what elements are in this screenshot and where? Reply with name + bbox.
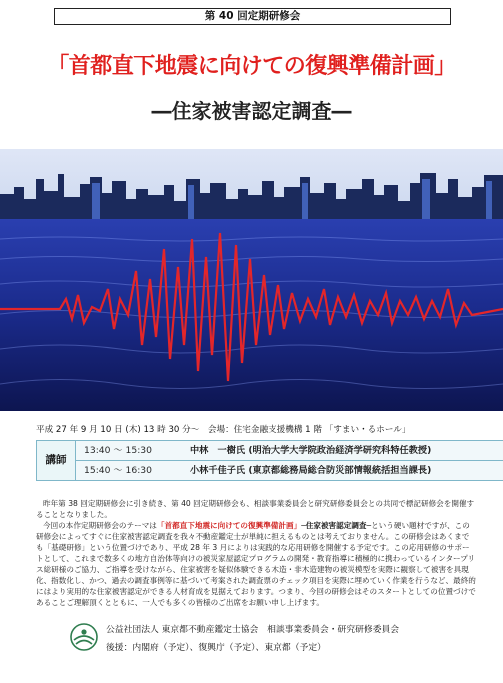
paragraph-2 xyxy=(36,520,476,608)
body-text xyxy=(36,498,476,608)
lecturer-table xyxy=(36,440,503,481)
lecture-speaker: 中林 一樹氏 (明治大学大学院政治経済学研究科特任教授) xyxy=(190,445,432,456)
lecture-time: 13:40 ～ 15:30 xyxy=(84,445,152,456)
lecture-time: 15:40 ～ 16:30 xyxy=(84,465,152,476)
support-text: 後援：内閣府（予定）、復興庁（予定）、東京都（予定） xyxy=(106,643,326,653)
schedule-section xyxy=(36,424,503,476)
date-venue: 平成 27 年 9 月 10 日 (木) 13 時 30 分～ 会場：住宅金融支援機構 1 階 「すまい・るホール」 xyxy=(36,425,411,435)
city-sea-seismograph-illustration xyxy=(0,149,503,411)
lecturers-label: 講師 xyxy=(37,441,76,480)
lecture-row xyxy=(76,461,503,480)
session-label: 第 40 回定期研修会 xyxy=(54,8,451,25)
main-title: 「首都直下地震に向けての復興準備計画」 xyxy=(47,54,456,79)
association-logo-icon xyxy=(70,623,98,651)
lecture-row xyxy=(76,441,503,461)
sub-title: ―住家被害認定調査― xyxy=(151,99,352,123)
hero-image xyxy=(0,149,503,411)
theme-highlight: 「首都直下地震に向けての復興準備計画」 xyxy=(156,521,302,530)
theme-subtitle: ─住家被害認定調査─ xyxy=(301,521,372,530)
organizer-text: 公益社団法人 東京都不動産鑑定士協会 相談事業委員会・研究研修委員会 xyxy=(106,625,400,635)
paragraph-2-lead: 今回の本作定期研修会のテーマは xyxy=(43,521,157,530)
paragraph-2-rest: という硬い題材ですが、この研修会によってすぐに住家被害認定調査を我々不動産鑑定士が単純に担えるものとは考えておりません。この研修会はあくまでも「基礎研修」という位置づけであり、平成 28 年 3 月によりは実践的な応用研修を開催する予定です。この応用研修のサポートとして、これまで数多くの地方自治体等向けの被災家屋認定プログラムの開発・教育指導に積極的に携わっているインタープリス総研様のご協力、ご指導を受けながら、住家被害を疑似体験できる木造・非木造建物の被災模型を実際に観察して被害を具現化、指数化し、かつ、過去の調査事例等に基づいて考案された調査票のチェック項目を実際に埋めていく作業を行うなど、最終的にはより実用的な住家被害認定ができる人材育成を見据えております。つまり、今回の研修会はそのスタートとしての位置づけであることご理解頂くとともに、一人でも多くの皆様のご出席をお願い申し上げます。 xyxy=(36,521,476,607)
paragraph-1: 昨年第 38 回定期研修会に引き続き、第 40 回定期研修会も、相談事業委員会と研究研修委員会との共同で標記研修会を開催することとなりました。 xyxy=(36,499,475,519)
lecture-speaker: 小林千佳子氏 (東京都総務局総合防災部情報統括担当課長) xyxy=(190,465,432,476)
